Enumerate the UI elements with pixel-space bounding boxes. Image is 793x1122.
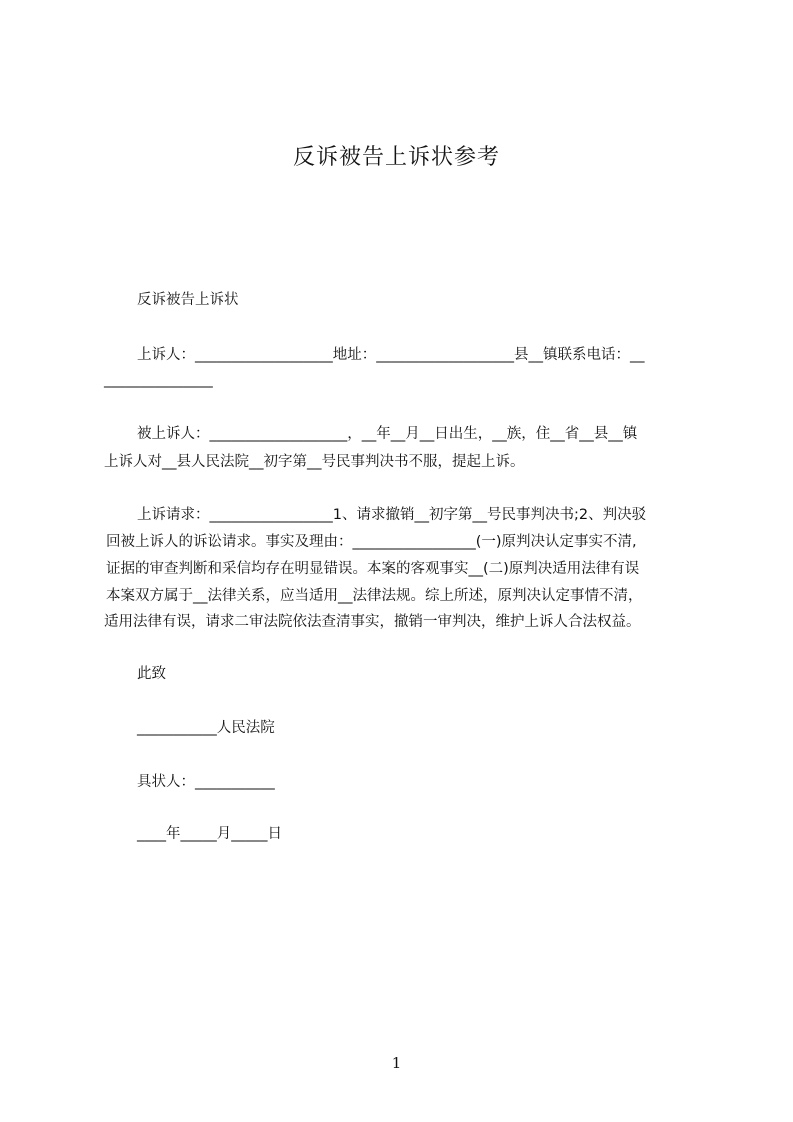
appellee-line-continued: 上诉人对__县人民法院__初字第__号民事判决书不服，提起上诉。	[104, 454, 525, 470]
appellant-line: 上诉人：___________________地址：___________________县__镇联系电话：__	[137, 347, 645, 363]
claims-line-1: 上诉请求：_________________1、请求撤销__初字第__号民事判决书;2、判决驳	[137, 507, 647, 523]
court-name-line: ___________人民法院	[137, 720, 275, 736]
claims-line-3: 证据的审查判断和采信均存在明显错误。本案的客观事实__(二)原判决适用法律有误	[106, 561, 640, 577]
claims-line-5: 适用法律有误，请求二审法院依法查清事实，撤销一审判决，维护上诉人合法权益。	[104, 614, 641, 630]
document-title: 反诉被告上诉状参考	[292, 145, 500, 170]
salutation: 此致	[137, 666, 166, 682]
claims-line-2: 回被上诉人的诉讼请求。事实及理由：_________________(一)原判决认定事实不清,	[106, 534, 637, 550]
section-heading: 反诉被告上诉状	[137, 292, 239, 308]
date-line: ____年_____月_____日	[137, 826, 282, 842]
claims-line-4: 本案双方属于__法律关系，应当适用__法律法规。综上所述，原判决认定事情不清，	[106, 588, 643, 604]
signer-line: 具状人：___________	[137, 774, 275, 790]
page-number: 1	[391, 1054, 402, 1072]
appellee-line: 被上诉人：___________________，__年__月__日出生，__族，住__省__县__镇	[137, 426, 638, 442]
appellant-line-continued: _______________	[104, 372, 213, 388]
